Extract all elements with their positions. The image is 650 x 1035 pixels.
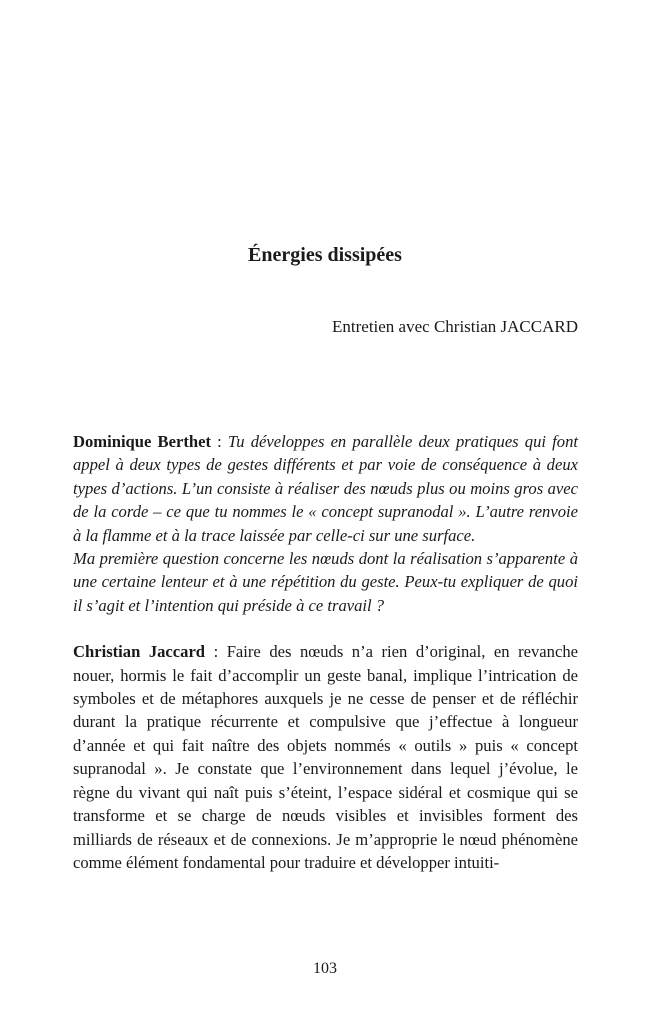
answer-paragraph bbox=[73, 640, 578, 874]
answer-separator: : bbox=[205, 642, 227, 662]
answer-speaker: Christian Jaccard bbox=[73, 642, 206, 662]
interview-body bbox=[73, 430, 578, 874]
question-paragraph-1 bbox=[73, 430, 578, 547]
answer-text: Faire des nœuds n’a rien d’original, en revanche nouer, hormis le fait d’accomplir un geste banal, implique l’intrication de symboles et de métaphores auxquels je ne cesse de penser et de réfléchir durant la pratique récurrente et compulsive que j’effectue à longueur d’année et qui fait naître des objets nommés « outils » puis « concept supranodal ». Je constate que l’environnement dans lequel j’évolue, le règne du vivant qui naît puis s’éteint, l’espace sidéral et cosmique qui se transforme et se charge de nœuds visibles et invisibles forment des milliards de réseaux et de connexions. Je m’approprie le nœud phénomène comme élément fondamental pour traduire et développer intuiti- bbox=[73, 642, 578, 872]
chapter-title: Énergies dissipées bbox=[248, 244, 402, 266]
chapter-subtitle: Entretien avec Christian JACCARD bbox=[332, 317, 578, 336]
question-paragraph-2: Ma première question concerne les nœuds dont la réalisation s’apparente à une certaine lenteur et à une répétition du geste. Peux-tu expliquer de quoi il s’agit et l’intention qui préside à ce travail ? bbox=[73, 549, 578, 615]
question-separator: : bbox=[210, 432, 228, 451]
question-text-1: Tu développes en parallèle deux pratiques qui font appel à deux types de gestes différents et par voie de conséquence à deux types d’actions. L’un consiste à réaliser des nœuds plus ou moins gros avec de la corde – ce que tu nommes le « concept supranodal ». L’autre renvoie à la flamme et à la trace laissée par celle-ci sur une surface. bbox=[73, 432, 578, 545]
question-speaker: Dominique Berthet bbox=[73, 432, 211, 451]
page-number: 103 bbox=[313, 960, 337, 977]
